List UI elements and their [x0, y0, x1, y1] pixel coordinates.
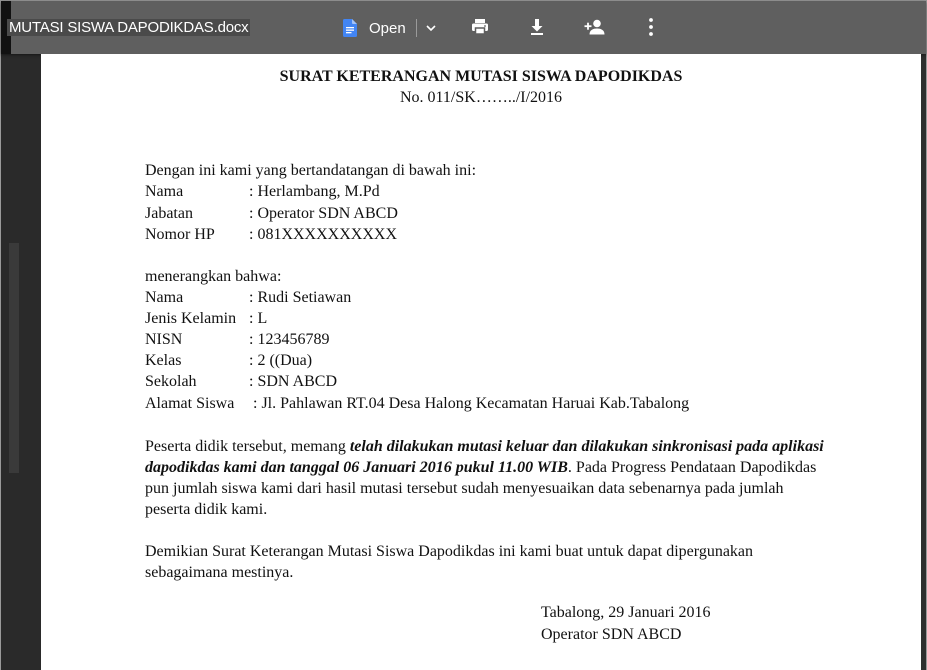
file-title: MUTASI SISWA DAPODIKDAS.docx — [9, 19, 249, 36]
chevron-down-icon[interactable] — [425, 24, 437, 32]
intro-text: Dengan ini kami yang bertandatangan di bawah ini: — [145, 162, 477, 179]
document-number: No. 011/SK……../I/2016 — [399, 89, 563, 106]
place-date: Tabalong, 29 Januari 2016 — [541, 604, 711, 621]
field-label: Sekolah — [145, 373, 197, 390]
download-icon[interactable] — [527, 17, 547, 37]
field-label: Jabatan — [145, 205, 193, 222]
body-paragraph — [145, 436, 825, 520]
google-docs-icon — [343, 19, 357, 37]
student-school-row — [145, 373, 337, 391]
field-value: : 081XXXXXXXXXX — [249, 226, 397, 243]
viewer-toolbar — [1, 1, 926, 54]
field-value: : SDN ABCD — [249, 373, 338, 390]
student-gender-row — [145, 310, 267, 328]
student-nisn-row — [145, 331, 329, 349]
field-label: Kelas — [145, 352, 182, 369]
left-scroll-region — [9, 243, 19, 473]
paragraph-start: Peserta didik tersebut, memang — [145, 438, 350, 455]
student-name-row — [145, 289, 351, 307]
left-side-panel — [1, 53, 41, 670]
field-value: : L — [249, 310, 268, 327]
signer-role: Operator SDN ABCD — [541, 626, 682, 643]
field-value: : Rudi Setiawan — [249, 289, 352, 306]
open-with-button[interactable] — [343, 15, 437, 41]
document-page — [41, 54, 921, 670]
signer-name-row — [145, 183, 380, 201]
signer-phone-row — [145, 226, 397, 244]
paragraph-end: . Pada Progress Pendataan Dapodikdas pun jumlah siswa kami dari hasil mutasi tersebut sudah menyesuaikan data sebenarnya pada jumlah peserta didik kami. — [145, 459, 817, 518]
signer-position-row — [145, 205, 398, 223]
print-icon[interactable] — [470, 17, 490, 37]
field-value: : Operator SDN ABCD — [249, 205, 398, 222]
field-value: : Jl. Pahlawan RT.04 Desa Halong Kecamatan Haruai Kab.Tabalong — [249, 395, 690, 412]
student-address-row — [145, 395, 689, 413]
student-class-row — [145, 352, 312, 370]
field-value: : 2 ((Dua) — [249, 352, 313, 369]
field-label: Jenis Kelamin — [145, 310, 237, 327]
field-label: Alamat Siswa — [145, 395, 235, 412]
states-text: menerangkan bahwa: — [145, 268, 282, 285]
open-separator — [416, 19, 417, 37]
field-label: Nama — [145, 289, 184, 306]
closing-paragraph: Demikian Surat Keterangan Mutasi Siswa Dapodikdas ini kami buat untuk dapat dipergunakan sebagaimana mestinya. — [145, 543, 754, 581]
open-label: Open — [369, 19, 406, 37]
document-title: SURAT KETERANGAN MUTASI SISWA DAPODIKDAS — [279, 68, 683, 85]
field-label: NISN — [145, 331, 183, 348]
field-label: Nama — [145, 183, 184, 200]
field-value: : 123456789 — [249, 331, 330, 348]
field-label: Nomor HP — [145, 226, 215, 243]
paragraph-emphasis: telah dilakukan mutasi keluar dan dilakukan sinkronisasi pada aplikasi dapodikdas kami dan tanggal 06 Januari 2016 pukul 11.00 WIB — [145, 438, 824, 476]
field-value: : Herlambang, M.Pd — [249, 183, 380, 200]
add-person-icon[interactable] — [584, 17, 606, 37]
more-vert-icon[interactable] — [641, 17, 661, 37]
